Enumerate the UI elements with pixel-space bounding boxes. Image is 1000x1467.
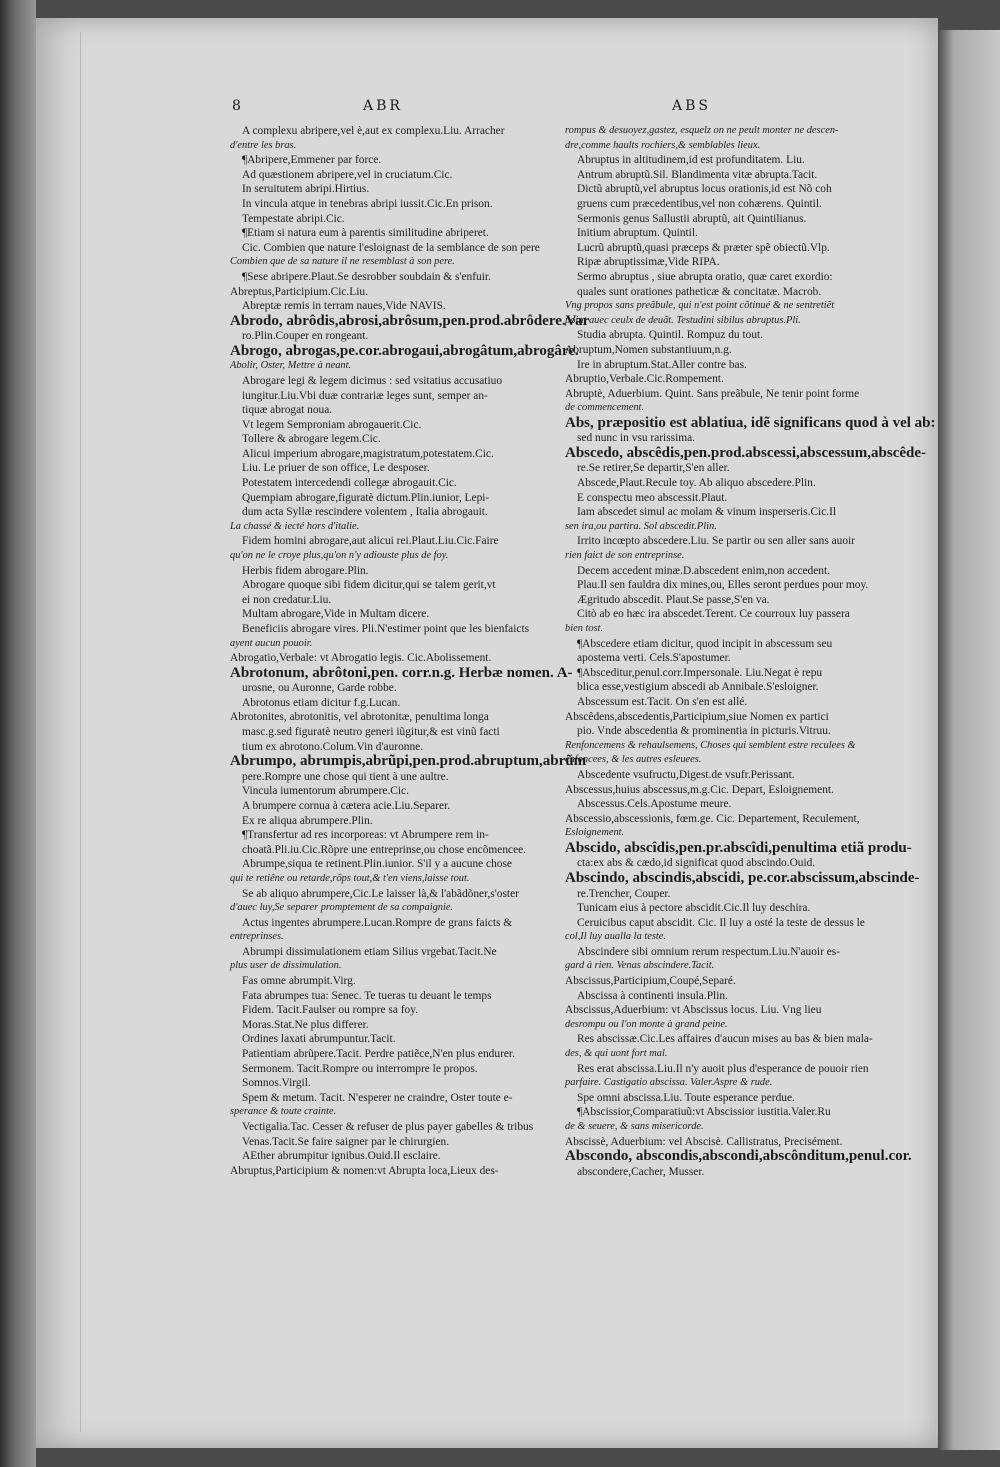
- dictionary-line: Esloignement.: [565, 827, 625, 839]
- dictionary-line: Abrotonites, abrotonitis, vel abrotonitæ, penultima longa: [230, 711, 489, 724]
- dictionary-line: rien faict de son entreprinse.: [565, 550, 685, 562]
- dictionary-line: point auec ceulx de deuãt. Testudini sibilus abruptus.Pli.: [565, 314, 801, 326]
- dictionary-line: de commencement.: [565, 402, 645, 414]
- dictionary-line: Res erat abscissa.Liu.Il n'y auoit plus d'esperance de pouoir rien: [577, 1062, 869, 1075]
- dictionary-line: ayent aucun pouoir.: [230, 637, 313, 649]
- running-head-left: ABR: [363, 98, 403, 114]
- dictionary-line: Abscedente vsufructu,Digest.de vsufr.Perissant.: [577, 768, 795, 781]
- dictionary-line: Abruptus,Participium & nomen:vt Abrupta loca,Lieux des-: [230, 1164, 499, 1177]
- dictionary-line: Ire in abruptum.Stat.Aller contre bas.: [577, 358, 747, 371]
- dictionary-line: entreprinses.: [230, 931, 284, 943]
- dictionary-line: Abreptus,Participium.Cic.Liu.: [230, 285, 368, 298]
- dictionary-line: iungitur.Liu.Vbi duæ contrariæ leges sunt, semper an-: [242, 389, 488, 402]
- dictionary-line: Abrogo, abrogas,pe.cor.abrogaui,abrogâtum,abrogâre.: [230, 342, 579, 359]
- dictionary-line: ¶Transfertur ad res incorporeas: vt Abrumpere rem in-: [242, 829, 489, 842]
- dictionary-line: Fata abrumpes tua: Senec. Te tueras tu deuant le temps: [242, 989, 492, 1002]
- dictionary-line: Ceruicibus caput abscidit. Cic. Il luy a osté la teste de dessus le: [577, 916, 865, 929]
- dictionary-line: Potestatem intercedendi collegæ abrogauit.Cic.: [242, 477, 457, 490]
- dictionary-line: Beneficiis abrogare vires. Pli.N'estimer point que les bienfaicts: [242, 623, 530, 635]
- dictionary-line: re.Trencher, Couper.: [577, 887, 671, 900]
- dictionary-line: ¶Abscissior,Comparatiuũ:vt Abscissior iustitia.Valer.Ru: [577, 1106, 831, 1119]
- dictionary-line: Sermonis genus Sallustii abruptũ, ait Quintilianus.: [577, 212, 807, 225]
- dictionary-line: Abruptè, Aduerbium. Quint. Sans preãbule, Ne tenir point forme: [565, 387, 860, 400]
- dictionary-line: ¶Etiam si natura eum à parentis similitudine abriperet.: [242, 227, 489, 240]
- dictionary-line: Abscede,Plaut.Recule toy. Ab aliquo abscedere.Plin.: [577, 477, 816, 490]
- dictionary-line: Quempiam abrogare,figuratè dictum.Plin.iunior, Lepi-: [242, 491, 490, 504]
- page-number: 8: [232, 98, 244, 114]
- dictionary-line: blica esse,vestigium abscedi ab Annibale.S'esloigner.: [577, 681, 819, 694]
- dictionary-line: Alicui imperium abrogare,magistratum,potestatem.Cic.: [242, 447, 494, 460]
- dictionary-line: Studia abrupta. Quintil. Rompuz du tout.: [577, 329, 764, 342]
- dictionary-line: Ripæ abruptissimæ,Vide RIPA.: [577, 256, 720, 269]
- dictionary-line: Abruptio,Verbale.Cic.Rompement.: [565, 373, 724, 386]
- dictionary-line: col,Il luy aualla la teste.: [565, 931, 666, 943]
- dictionary-line: Renfoncemens & rehaulsemens, Choses qui semblent estre reculees &: [565, 739, 856, 751]
- dictionary-line: Plau.Il sen fauldra dix mines,ou, Elles seront perdues pour moy.: [577, 579, 869, 592]
- dictionary-line: Tunicam eius à pectore abscidit.Cic.Il luy deschira.: [577, 902, 811, 915]
- dictionary-line: gard à rien. Venas abscindere.Tacit.: [565, 960, 715, 972]
- dictionary-line: ro.Plin.Couper en rongeant.: [242, 330, 369, 343]
- dictionary-line: Citò ab eo hæc ira abscedet.Terent. Ce courroux luy passera: [577, 608, 850, 621]
- dictionary-line: Abrodo, abrôdis,abrosi,abrôsum,pen.prod.abrôdere.Var: [230, 312, 590, 329]
- dictionary-line: Somnos.Virgil.: [242, 1077, 311, 1090]
- dictionary-line: sed nunc in vsu rarissima.: [577, 432, 695, 445]
- dictionary-line: gruens cum præcedentibus,vel non cohærens. Quintil.: [577, 197, 822, 210]
- dictionary-line: choatã.Pli.iu.Cic.Rõpre une entreprinse,ou chose encõmencee.: [242, 843, 527, 856]
- dictionary-line: Vectigalia.Tac. Cesser & refuser de plus payer gabelles & tribus: [242, 1121, 534, 1133]
- dictionary-line: Moras.Stat.Ne plus differer.: [242, 1018, 369, 1031]
- dictionary-line: Iam abscedet simul ac molam & vinum insperseris.Cic.Il: [577, 506, 837, 519]
- dictionary-line: Ex re aliqua abrumpere.Plin.: [242, 814, 373, 827]
- dictionary-line: enfoncees, & les autres esleuees.: [565, 754, 702, 766]
- dictionary-line: Abrumpo, abrumpis,abrũpi,pen.prod.abruptum,abrũm: [230, 753, 587, 770]
- dictionary-line: Combien que de sa nature il ne resemblast à son pere.: [230, 256, 455, 268]
- dictionary-line: In seruitutem abripi.Hirtius.: [242, 183, 370, 196]
- dictionary-line: apostema verti. Cels.S'apostumer.: [577, 652, 731, 665]
- dictionary-line: Abrogare quoque sibi fidem dicitur,qui se talem gerit,vt: [242, 579, 496, 592]
- dictionary-line: qu'on ne le croye plus,qu'on n'y adiouste plus de foy.: [230, 550, 449, 562]
- right-column: [565, 124, 936, 1179]
- dictionary-line: Herbis fidem abrogare.Plin.: [242, 564, 369, 577]
- dictionary-line: E conspectu meo abscessit.Plaut.: [577, 491, 728, 504]
- dictionary-line: plus user de dissimulation.: [230, 960, 342, 972]
- dictionary-line: Abscissa à continenti insula.Plin.: [577, 989, 728, 1002]
- dictionary-line: sen ira,ou partira. Sol abscedit.Plin.: [565, 520, 717, 532]
- dictionary-line: des, & qui uont fort mal.: [565, 1048, 668, 1060]
- dictionary-line: Initium abruptum. Quintil.: [577, 227, 698, 240]
- dictionary-line: Abrogatio,Verbale: vt Abrogatio legis. Cic.Abolissement.: [230, 652, 492, 665]
- dictionary-line: Irrito incœpto abscedere.Liu. Se partir ou sen aller sans auoir: [577, 535, 856, 548]
- dictionary-line: Abscêdens,abscedentis,Participium,siue Nomen ex partici: [565, 710, 829, 723]
- dictionary-line: Abolir, Oster, Mettre à neant.: [230, 360, 352, 372]
- dictionary-line: re.Se retirer,Se departir,S'en aller.: [577, 462, 730, 475]
- book-binding-edge: [0, 0, 36, 1467]
- dictionary-line: d'entre les bras.: [230, 139, 297, 151]
- facing-page-edge: [938, 30, 1000, 1450]
- dictionary-line: Abscessio,abscessionis, fœm.ge. Cic. Departement, Reculement,: [565, 812, 860, 825]
- dictionary-line: tiquæ abrogat noua.: [242, 404, 333, 417]
- dictionary-line: Res abscissæ.Cic.Les affaires d'aucun mises au bas & bien mala-: [577, 1033, 873, 1046]
- dictionary-line: Multam abrogare,Vide in Multam dicere.: [242, 608, 430, 621]
- dictionary-line: ¶Abripere,Emmener par force.: [242, 154, 382, 167]
- dictionary-line: Abscissè, Aduerbium: vel Abscisè. Callistratus, Precisément.: [565, 1135, 843, 1148]
- dictionary-line: desrompu ou l'on monte à grand peine.: [565, 1018, 728, 1030]
- dictionary-line: parfaire. Castigatio abscissa. Valer.Aspre & rude.: [565, 1077, 773, 1089]
- dictionary-line: Abrumpe,siqua te retinent.Plin.iunior. S'il y a aucune chose: [242, 858, 512, 871]
- dictionary-line: AEther abrumpitur ignibus.Ouid.Il esclaire.: [242, 1150, 441, 1163]
- dictionary-line: Vt legem Semproniam abrogauerit.Cic.: [242, 418, 422, 431]
- dictionary-line: pere.Rompre une chose qui tient à une aultre.: [242, 770, 449, 783]
- dictionary-line: Lucrũ abruptũ,quasi præceps & præter spẽ obiectũ.Vlp.: [577, 241, 830, 254]
- dictionary-line: Abrotonus etiam dicitur f.g.Lucan.: [242, 696, 401, 709]
- dictionary-line: Ægritudo abscedit. Plaut.Se passe,S'en va.: [577, 593, 770, 606]
- dictionary-line: A brumpere cornua à cætera acie.Liu.Separer.: [242, 799, 451, 812]
- dictionary-line: ¶Absceditur,penul.corr.Impersonale. Liu.Negat è repu: [577, 666, 823, 679]
- dictionary-line: Abrotonum, abrôtoni,pen. corr.n.g. Herbæ nomen. A-: [230, 664, 573, 681]
- dictionary-line: rompus & desuoyez,gastez, esquelz on ne peult monter ne descen-: [565, 125, 839, 136]
- dictionary-line: La chassé & iecté hors d'italie.: [230, 520, 360, 532]
- dictionary-line: Abruptum,Nomen substantiuum,n.g.: [565, 343, 732, 356]
- dictionary-line: bien tost.: [565, 623, 604, 634]
- dictionary-line: Vng propos sans preãbule, qui n'est point cõtinué & ne sentretiẽt: [565, 300, 835, 312]
- dictionary-line: In vincula atque in tenebras abripi iussit.Cic.En prison.: [242, 197, 493, 210]
- dictionary-line: Spe omni abscissa.Liu. Toute esperance perdue.: [577, 1091, 795, 1104]
- dictionary-line: cta:ex abs & cædo,id significat quod abscindo.Ouid.: [577, 857, 816, 870]
- dictionary-line: Vincula iumentorum abrumpere.Cic.: [242, 785, 409, 798]
- dictionary-line: Fidem homini abrogare,aut alicui rei.Plaut.Liu.Cic.Faire: [242, 535, 499, 548]
- dictionary-line: Fas omne abrumpit.Virg.: [242, 975, 356, 988]
- dictionary-line: Abscissus,Aduerbium: vt Abscissus locus. Liu. Vng lieu: [565, 1004, 822, 1017]
- dictionary-line: Antrum abruptũ.Sil. Blandimenta vitæ abrupta.Tacit.: [577, 168, 818, 181]
- dictionary-line: ei non credatur.Liu.: [242, 593, 332, 606]
- dictionary-line: ¶Sese abripere.Plaut.Se desrobber soubdain & s'enfuir.: [242, 270, 491, 283]
- dictionary-line: Abs, præpositio est ablatiua, idẽ significans quod à vel ab:: [565, 414, 936, 431]
- dictionary-line: ¶Abscedere etiam dicitur, quod incipit in abscessum seu: [577, 637, 833, 650]
- dictionary-line: Abscessum est.Tacit. On s'en est allé.: [577, 695, 748, 708]
- dictionary-line: Abreptæ remis in terram naues,Vide NAVIS.: [242, 300, 446, 313]
- dictionary-line: urosne, ou Auronne, Garde robbe.: [242, 682, 397, 695]
- dictionary-line: Se ab aliquo abrumpere,Cic.Le laisser là,& l'abãdõner,s'oster: [242, 887, 519, 900]
- dictionary-line: Abscessus.Cels.Apostume meure.: [577, 798, 732, 811]
- dictionary-line: Tollere & abrogare legem.Cic.: [242, 433, 381, 446]
- dictionary-line: Abscessus,huius abscessus,m.g.Cic. Depart, Esloignement.: [565, 783, 834, 796]
- dictionary-line: Abrumpi dissimulationem etiam Silius vrgebat.Tacit.Ne: [242, 945, 497, 958]
- dictionary-line: d'auec luy,Se separer promptement de sa compaignie.: [230, 902, 454, 914]
- dictionary-line: Abscindere sibi omnium rerum respectum.Liu.N'auoir es-: [577, 945, 841, 958]
- dictionary-line: Abruptus in altitudinem,id est profunditatem. Liu.: [577, 154, 805, 167]
- dictionary-line: Abscedo, abscêdis,pen.prod.abscessi,abscessum,abscêde-: [565, 444, 927, 461]
- dictionary-line: dum acta Syllæ rescindere volentem , Italia abrogauit.: [242, 506, 488, 519]
- dictionary-line: A complexu abripere,vel è,aut ex complexu.Liu. Arracher: [242, 125, 505, 137]
- dictionary-line: Abscissus,Participium,Coupé,Separé.: [565, 975, 736, 988]
- running-head-right: ABS: [672, 98, 711, 114]
- dictionary-line: Venas.Tacit.Se faire saigner par le chirurgien.: [242, 1135, 450, 1148]
- dictionary-line: Ordines laxati abrumpuntur.Tacit.: [242, 1033, 396, 1046]
- dictionary-line: Abrogare legi & legem dicimus : sed vsitatius accusatiuo: [242, 374, 503, 387]
- dictionary-line: dre,comme haults rochiers,& semblables lieux.: [565, 139, 761, 151]
- dictionary-line: pio. Vnde abscedentia & prominentia in picturis.Vitruu.: [577, 725, 831, 738]
- dictionary-line: Actus ingentes abrumpere.Lucan.Rompre de grans faicts &: [242, 916, 513, 929]
- dictionary-line: masc.g.sed figuratè neutro generi iũgitur,& est vinũ facti: [242, 726, 500, 739]
- dictionary-line: Patientiam abrũpere.Tacit. Perdre patiẽce,N'en plus endurer.: [242, 1048, 515, 1061]
- dictionary-line: qui te retiêne ou retarde,rõps tout,& t'en viens,laisse tout.: [230, 872, 470, 884]
- dictionary-line: Abscindo, abscindis,abscidi, pe.cor.abscissum,abscinde-: [565, 870, 920, 886]
- dictionary-line: Dictũ abruptũ,vel abruptus locus orationis,id est Nõ coh: [577, 183, 832, 196]
- dictionary-line: Fidem. Tacit.Faulser ou rompre sa foy.: [242, 1004, 419, 1017]
- dictionary-line: Liu. Le priuer de son office, Le desposer.: [242, 462, 430, 475]
- dictionary-line: Abscido, abscîdis,pen.pr.abscîdi,penultima etiã produ-: [565, 839, 912, 856]
- dictionary-line: Decem accedent minæ.D.abscedent enim,non accedent.: [577, 564, 831, 577]
- dictionary-line: Sermonem. Tacit.Rompre ou interrompre le propos.: [242, 1062, 478, 1075]
- dictionary-line: Sermo abruptus , siue abrupta oratio, quæ caret exordio:: [577, 270, 833, 283]
- dictionary-line: quales sunt orationes patheticæ & concitatæ. Macrob.: [577, 285, 822, 298]
- dictionary-line: Spem & metum. Tacit. N'esperer ne craindre, Oster toute e-: [242, 1091, 513, 1104]
- dictionary-line: de & seuere, & sans misericorde.: [565, 1121, 704, 1132]
- dictionary-line: tium ex abrotono.Colum.Vin d'auronne.: [242, 740, 424, 753]
- dictionary-line: Cic. Combien que nature l'esloignast de la semblance de son pere: [242, 241, 540, 254]
- dictionary-line: sperance & toute crainte.: [230, 1106, 337, 1118]
- dictionary-line: Ad quæstionem abripere,vel in cruciatum.Cic.: [242, 168, 453, 181]
- dictionary-line: abscondere,Cacher, Musser.: [577, 1165, 705, 1178]
- dictionary-line: Abscondo, abscondis,abscondi,abscônditum,penul.cor.: [565, 1148, 912, 1165]
- dictionary-line: Tempestate abripi.Cic.: [242, 212, 345, 225]
